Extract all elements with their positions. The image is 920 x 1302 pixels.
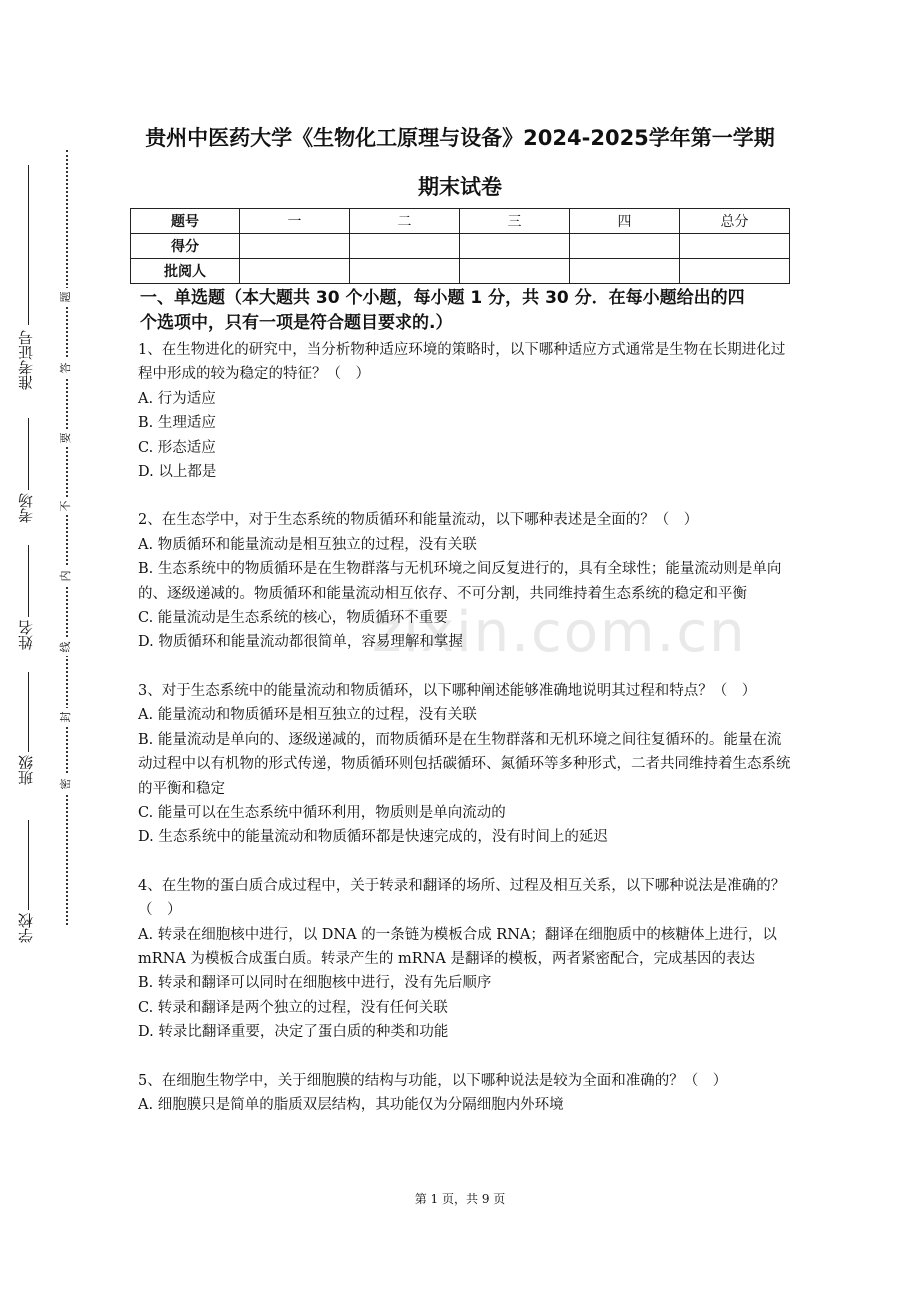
- name-line: [28, 545, 29, 617]
- school-label: 学校: [17, 913, 35, 943]
- option: B. 生理适应: [138, 415, 216, 432]
- table-row: [131, 259, 790, 284]
- score-cell: [460, 259, 570, 284]
- seal-char: 密: [57, 775, 75, 793]
- seal-char: 题: [57, 288, 75, 306]
- section-heading-line: 一、单选题（本大题共 30 个小题，每小题 1 分，共 30 分．在每小题给出的四: [140, 288, 745, 308]
- row-header: 题号: [131, 209, 240, 234]
- seal-char: 封: [57, 708, 75, 726]
- score-cell: [680, 259, 790, 284]
- score-cell: [350, 234, 460, 259]
- row-header: 批阅人: [131, 259, 240, 284]
- question-stem: 1、在生物进化的研究中，当分析物种适应环境的策略时，以下哪种适应方式通常是生物在长期进化过程中形成的较为稳定的特征？（ ）: [138, 342, 786, 383]
- table-row: [131, 209, 790, 234]
- option: C. 转录和翻译是两个独立的过程，没有任何关联: [138, 999, 448, 1016]
- option: A. 细胞膜只是简单的脂质双层结构，其功能仅为分隔细胞内外环境: [138, 1096, 564, 1113]
- question-stem: 5、在细胞生物学中，关于细胞膜的结构与功能，以下哪种说法是较为全面和准确的？（ ）: [138, 1072, 728, 1089]
- school-line: [28, 820, 29, 910]
- option: A. 能量流动和物质循环是相互独立的过程，没有关联: [138, 707, 477, 724]
- option: C. 能量流动是生态系统的核心，物质循环不重要: [138, 610, 448, 627]
- seal-dotted-line: [66, 150, 68, 925]
- table-row: [131, 234, 790, 259]
- exam-id-label: 准考证号: [17, 330, 35, 390]
- room-line: [28, 418, 29, 490]
- row-header: 得分: [131, 234, 240, 259]
- seal-char: 内: [57, 567, 75, 585]
- score-cell: [460, 234, 570, 259]
- question: [138, 679, 792, 850]
- column-header: 二: [350, 209, 460, 234]
- page-number: 第 1 页，共 9 页: [414, 1192, 506, 1206]
- option: A. 行为适应: [138, 390, 216, 407]
- class-line: [28, 672, 29, 752]
- score-cell: [240, 234, 350, 259]
- option: C. 形态适应: [138, 439, 216, 456]
- question-stem: 4、在生物的蛋白质合成过程中，关于转录和翻译的场所、过程及相互关系，以下哪种说法是准确的？（ ）: [138, 877, 786, 919]
- room-label: 考场: [17, 493, 35, 523]
- option: D. 生态系统中的能量流动和物质循环都是快速完成的，没有时间上的延迟: [138, 829, 608, 846]
- question-content: [138, 286, 792, 1117]
- section-heading: [140, 286, 792, 336]
- option: B. 生态系统中的物质循环是在生物群落与无机环境之间反复进行的，具有全球性；能量流动则是单向的、逐级递减的。物质循环和能量流动相互依存、不可分割，共同维持着生态系统的稳定和平衡: [138, 561, 782, 602]
- score-cell: [570, 234, 680, 259]
- question: [138, 508, 792, 654]
- option: D. 物质循环和能量流动都很简单，容易理解和掌握: [138, 634, 463, 651]
- section-heading-line: 个选项中，只有一项是符合题目要求的.）: [140, 313, 453, 333]
- option: B. 能量流动是单向的、逐级递减的，而物质循环是在生物群落和无机环境之间往复循环的。能量在流动过程中以有机物的形式传递，物质循环则包括碳循环、氮循环等多种形式，二者共同维持着生态系统的平衡和稳定: [138, 731, 791, 797]
- question: [138, 338, 792, 484]
- option: A. 物质循环和能量流动是相互独立的过程，没有关联: [138, 536, 477, 553]
- watermark: zixin.com.cn: [372, 600, 747, 665]
- score-cell: [240, 259, 350, 284]
- seal-char: 答: [57, 359, 75, 377]
- question-stem: 2、在生态学中，对于生态系统的物质循环和能量流动，以下哪种表述是全面的？（ ）: [138, 512, 699, 529]
- column-header: 总分: [680, 209, 790, 234]
- option: B. 转录和翻译可以同时在细胞核中进行，没有先后顺序: [138, 975, 492, 992]
- seal-char: 线: [57, 638, 75, 656]
- option: A. 转录在细胞核中进行，以 DNA 的一条链为模板合成 RNA；翻译在细胞质中的核糖体上进行，以 mRNA 为模板合成蛋白质。转录产生的 mRNA 是翻译的模板，两者紧密配合，完成基因的表达: [138, 926, 777, 967]
- score-cell: [350, 259, 460, 284]
- score-table: [130, 208, 790, 284]
- option: D. 转录比翻译重要，决定了蛋白质的种类和功能: [138, 1024, 449, 1041]
- column-header: 三: [460, 209, 570, 234]
- column-header: 一: [240, 209, 350, 234]
- score-cell: [570, 259, 680, 284]
- question: [138, 1069, 792, 1118]
- exam-title: 贵州中医药大学《生物化工原理与设备》2024-2025学年第一学期: [145, 126, 775, 150]
- option: C. 能量可以在生态系统中循环利用，物质则是单向流动的: [138, 804, 506, 821]
- binding-margin: [0, 0, 90, 1302]
- seal-char: 不: [57, 497, 75, 515]
- class-label: 班级: [17, 755, 35, 785]
- question-stem: 3、对于生态系统中的能量流动和物质循环，以下哪种阐述能够准确地说明其过程和特点？（ ）: [138, 682, 757, 699]
- exam-subtitle: 期末试卷: [418, 175, 502, 199]
- option: D. 以上都是: [138, 464, 217, 481]
- score-cell: [680, 234, 790, 259]
- name-label: 姓名: [17, 620, 35, 650]
- column-header: 四: [570, 209, 680, 234]
- exam-id-line: [28, 165, 29, 325]
- seal-char: 要: [57, 429, 75, 447]
- question: [138, 874, 792, 1045]
